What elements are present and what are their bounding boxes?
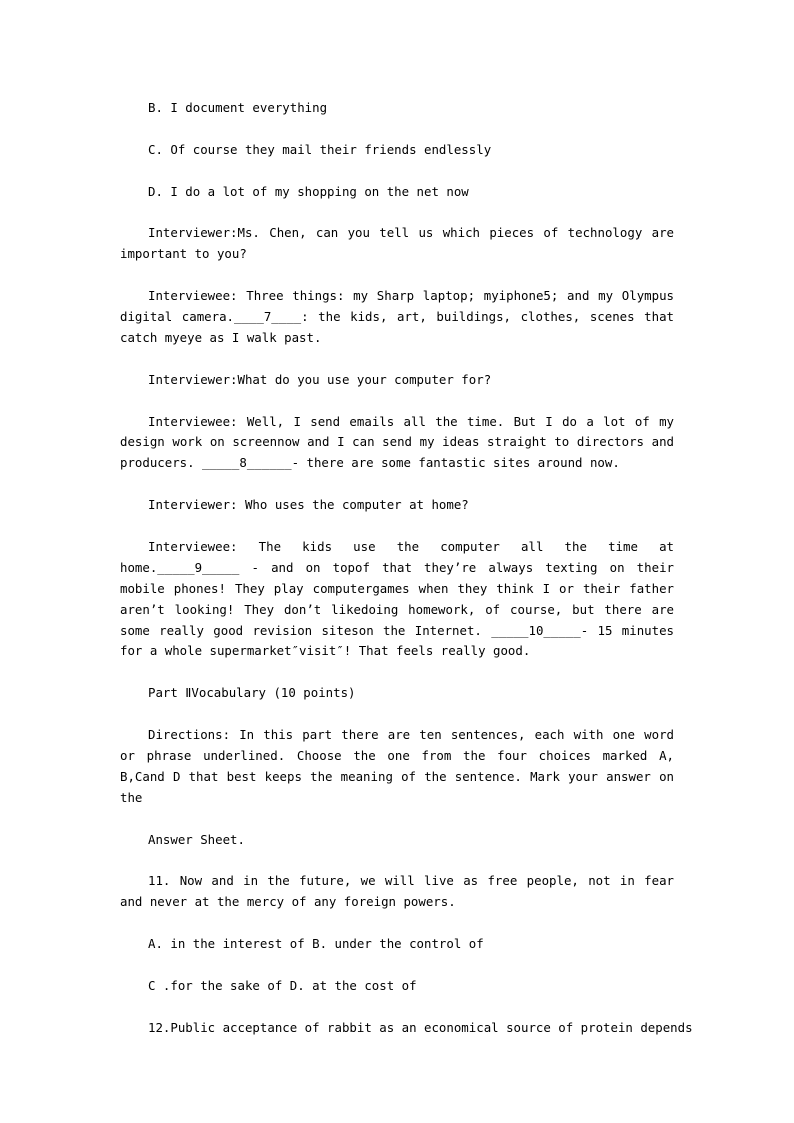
interviewer-question-2: Interviewer:What do you use your computer for? — [148, 371, 492, 387]
interviewee-answer-2: Interviewee: Well, I send emails all the time. But I do a lot of my design work on screennow and I can send my ideas straight to directors and producers. _____8______- there are some fantastic sites around now. — [120, 413, 674, 471]
question-11-options-cd: C .for the sake of D. at the cost of — [148, 977, 417, 993]
option-c: C. Of course they mail their friends endlessly — [148, 141, 492, 157]
interviewee-answer-3: Interviewee: The kids use the computer all the time at home._____9_____ - and on topof that they’re always texting on their mobile phones! They play computergames when they think I or their father aren’t looking! They don’t likedoing homework, of course, but there are some really good revision siteson the Internet. _____10_____- 15 minutes for a whole supermarket″visit″! That feels really good. — [120, 538, 674, 659]
interviewer-question-3: Interviewer: Who uses the computer at home? — [148, 497, 469, 513]
question-11-options-ab: A. in the interest of B. under the control of — [148, 936, 484, 952]
document-page — [120, 98, 693, 1059]
interviewer-question-1: Interviewer:Ms. Chen, can you tell us which pieces of technology are important to you? — [120, 225, 674, 262]
question-12: 12.Public acceptance of rabbit as an economical source of protein depends — [148, 1019, 693, 1035]
directions: Directions: In this part there are ten sentences, each with one word or phrase underlined. Choose the one from the four choices marked A, B,Cand D that best keeps the meaning of the sentence. Mark your answer on the — [120, 727, 674, 805]
section-heading: Part ⅡVocabulary (10 points) — [148, 685, 356, 701]
interviewee-answer-1: Interviewee: Three things: my Sharp laptop; myiphone5; and my Olympus digital camera.____7____: the kids, art, buildings, clothes, scenes that catch myeye as I walk past. — [120, 288, 674, 345]
answer-sheet-text: Answer Sheet. — [148, 831, 245, 847]
option-d: D. I do a lot of my shopping on the net now — [148, 183, 469, 199]
question-11: 11. Now and in the future, we will live as free people, not in fear and never at the mercy of any foreign powers. — [120, 873, 674, 910]
option-b: B. I document everything — [148, 100, 328, 115]
